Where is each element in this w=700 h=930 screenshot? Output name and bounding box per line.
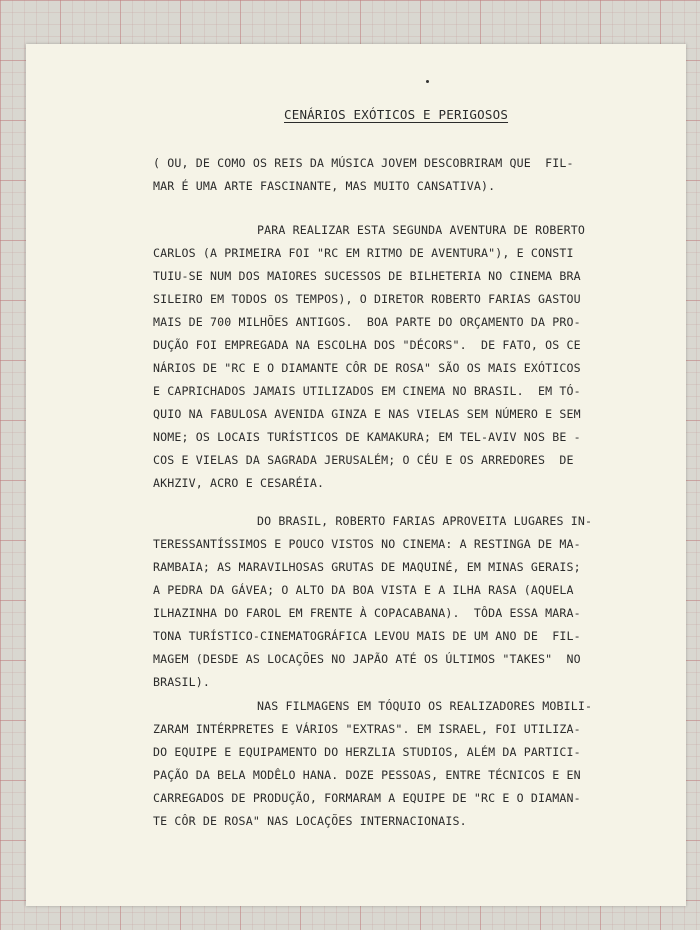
subtitle-line: ( OU, DE COMO OS REIS DA MÚSICA JOVEM DESCOBRIRAM QUE FIL- — [153, 156, 574, 170]
paragraph-1-line: MAIS DE 700 MILHÕES ANTIGOS. BOA PARTE DO ORÇAMENTO DA PRO- — [153, 315, 581, 329]
paragraph-1-line: QUIO NA FABULOSA AVENIDA GINZA E NAS VIELAS SEM NÚMERO E SEM — [153, 407, 581, 421]
paragraph-1-line: NÁRIOS DE "RC E O DIAMANTE CÔR DE ROSA" SÃO OS MAIS EXÓTICOS — [153, 361, 581, 375]
subtitle-line: MAR É UMA ARTE FASCINANTE, MAS MUITO CANSATIVA). — [153, 179, 496, 193]
paragraph-2-line: A PEDRA DA GÁVEA; O ALTO DA BOA VISTA E A ILHA RASA (AQUELA — [153, 583, 574, 597]
paragraph-3-line: DO EQUIPE E EQUIPAMENTO DO HERZLIA STUDIOS, ALÉM DA PARTICI- — [153, 745, 581, 759]
paragraph-1-line: NOME; OS LOCAIS TURÍSTICOS DE KAMAKURA; EM TEL-AVIV NOS BE - — [153, 430, 581, 444]
paragraph-3-line: PAÇÃO DA BELA MODÊLO HANA. DOZE PESSOAS, ENTRE TÉCNICOS E EN — [153, 768, 581, 782]
paragraph-1-line: COS E VIELAS DA SAGRADA JERUSALÉM; O CÉU E OS ARREDORES DE — [153, 453, 574, 467]
paragraph-1-line: PARA REALIZAR ESTA SEGUNDA AVENTURA DE ROBERTO — [257, 223, 585, 237]
paragraph-3-line: NAS FILMAGENS EM TÓQUIO OS REALIZADORES MOBILI- — [257, 699, 593, 713]
paragraph-1-line: DUÇÃO FOI EMPREGADA NA ESCOLHA DOS "DÉCORS". DE FATO, OS CE — [153, 338, 581, 352]
paragraph-3-line: CARREGADOS DE PRODUÇÃO, FORMARAM A EQUIPE DE "RC E O DIAMAN- — [153, 791, 581, 805]
paragraph-2-line: BRASIL). — [153, 675, 211, 689]
paragraph-1-line: SILEIRO EM TODOS OS TEMPOS), O DIRETOR ROBERTO FARIAS GASTOU — [153, 292, 581, 306]
paragraph-3-line: TE CÔR DE ROSA" NAS LOCAÇÕES INTERNACIONAIS. — [153, 814, 467, 828]
paragraph-2-line: TONA TURÍSTICO-CINEMATOGRÁFICA LEVOU MAIS DE UM ANO DE FIL- — [153, 629, 581, 643]
paragraph-2-line: MAGEM (DESDE AS LOCAÇÕES NO JAPÃO ATÉ OS ÚLTIMOS "TAKES" NO — [153, 652, 581, 666]
ink-dot — [426, 80, 429, 83]
paragraph-3-line: ZARAM INTÉRPRETES E VÁRIOS "EXTRAS". EM ISRAEL, FOI UTILIZA- — [153, 722, 581, 736]
paragraph-2-line: DO BRASIL, ROBERTO FARIAS APROVEITA LUGARES IN- — [257, 514, 593, 528]
typewritten-page — [26, 44, 686, 906]
paragraph-1-line: TUIU-SE NUM DOS MAIORES SUCESSOS DE BILHETERIA NO CINEMA BRA — [153, 269, 581, 283]
paragraph-1-line: AKHZIV, ACRO E CESARÉIA. — [153, 476, 325, 490]
document-title: CENÁRIOS EXÓTICOS E PERIGOSOS — [284, 107, 509, 122]
paragraph-1-line: E CAPRICHADOS JAMAIS UTILIZADOS EM CINEMA NO BRASIL. EM TÓ- — [153, 384, 581, 398]
paragraph-2-line: TERESSANTÍSSIMOS E POUCO VISTOS NO CINEMA: A RESTINGA DE MA- — [153, 537, 581, 551]
paragraph-1-line: CARLOS (A PRIMEIRA FOI "RC EM RITMO DE AVENTURA"), E CONSTI — [153, 246, 574, 260]
paragraph-2-line: RAMBAIA; AS MARAVILHOSAS GRUTAS DE MAQUINÉ, EM MINAS GERAIS; — [153, 560, 581, 574]
paragraph-2-line: ILHAZINHA DO FAROL EM FRENTE À COPACABANA). TÔDA ESSA MARA- — [153, 606, 581, 620]
